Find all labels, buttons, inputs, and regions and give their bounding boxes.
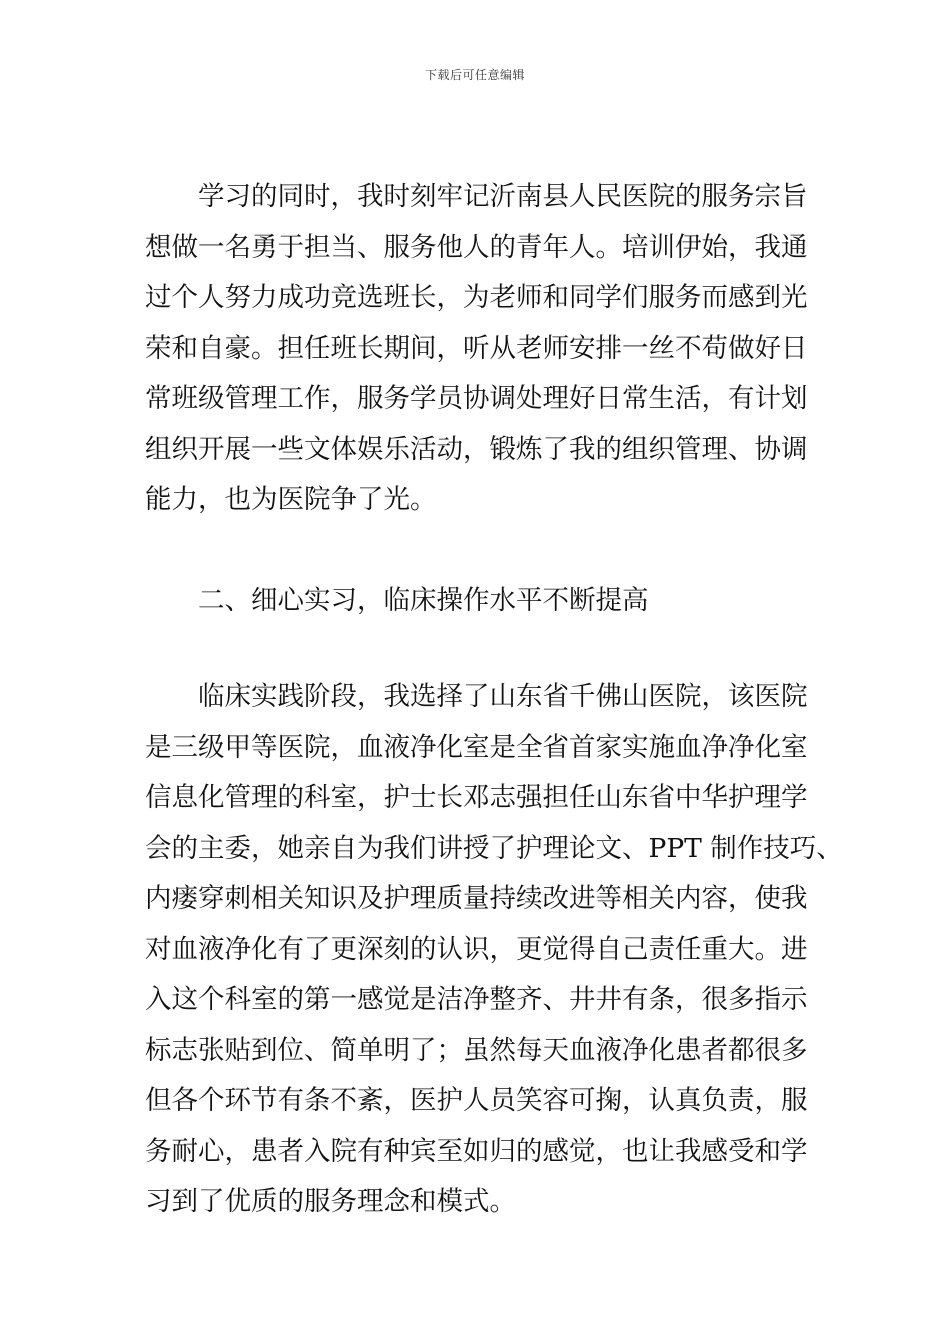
page-header: 下载后可任意编辑 [424, 68, 525, 82]
paragraph-line: 能力，也为医院争了光。 [145, 484, 437, 515]
paragraph-line: 习到了优质的服务理念和模式。 [145, 1186, 516, 1217]
paragraph-line: 常班级管理工作，服务学员协调处理好日常生活，有计划 [145, 383, 808, 414]
paragraph-line: 会的主委，她亲自为我们讲授了护理论文、PPT 制作技巧、 [145, 832, 843, 864]
paragraph-line: 组织开展一些文体娱乐活动，锻炼了我的组织管理、协调 [145, 433, 808, 465]
paragraph-line: 信息化管理的科室，护士长邓志强担任山东省中华护理学 [145, 782, 808, 813]
paragraph-line: 想做一名勇于担当、服务他人的青年人。培训伊始，我通 [145, 231, 808, 263]
paragraph-line: 入这个科室的第一感觉是洁净整齐、井井有条，很多指示 [145, 984, 808, 1015]
paragraph-line: 内瘘穿刺相关知识及护理质量持续改进等相关内容，使我 [145, 883, 808, 914]
paragraph-line: 但各个环节有条不紊，医护人员笑容可掬，认真负责，服 [145, 1085, 808, 1116]
paragraph-1 [145, 172, 807, 526]
paragraph-line: 是三级甲等医院，血液净化室是全省首家实施血净净化室 [145, 731, 808, 763]
paragraph-line: 学习的同时，我时刻牢记沂南县人民医院的服务宗旨 [198, 181, 808, 212]
paragraph-line: 标志张贴到位、简单明了；虽然每天血液净化患者都很多 [145, 1034, 808, 1066]
paragraph-2 [145, 672, 843, 1228]
paragraph-line: 过个人努力成功竞选班长，为老师和同学们服务而感到光 [145, 282, 808, 313]
paragraph-line: 荣和自豪。担任班长期间，听从老师安排一丝不苟做好日 [145, 332, 808, 364]
section-heading: 二、细心实习，临床操作水平不断提高 [198, 585, 649, 616]
paragraph-line: 对血液净化有了更深刻的认识，更觉得自己责任重大。进 [145, 933, 808, 965]
paragraph-line: 临床实践阶段，我选择了山东省千佛山医院，该医院 [198, 681, 808, 712]
paragraph-line: 务耐心，患者入院有种宾至如归的感觉，也让我感受和学 [145, 1135, 808, 1167]
